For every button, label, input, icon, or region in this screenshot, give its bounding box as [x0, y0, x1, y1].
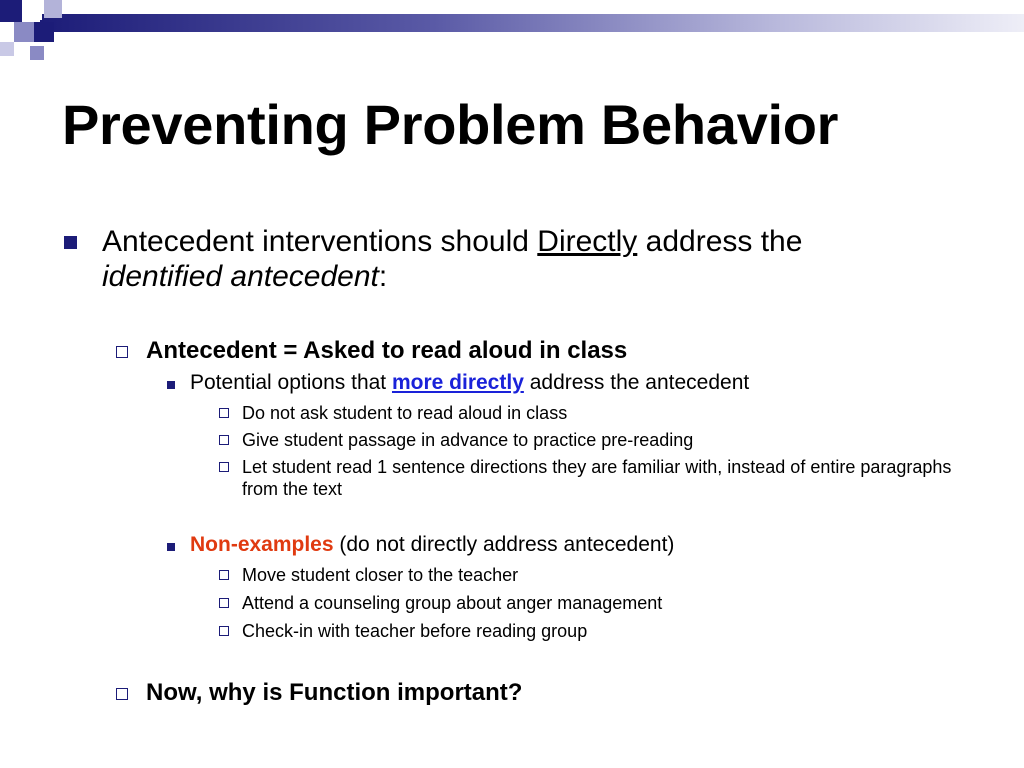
options-line: [190, 371, 749, 395]
main-bullet-underlined: Directly: [537, 225, 638, 258]
nonexamples-label: Non-examples: [190, 533, 334, 556]
main-bullet-italic: identified antecedent: [102, 260, 379, 293]
main-bullet-part1: Antecedent interventions should: [102, 225, 538, 258]
main-bullet-part2: address the: [637, 225, 803, 258]
main-bullet-text: [102, 224, 962, 294]
square-bullet-icon: [167, 381, 175, 389]
deco-square: [44, 0, 62, 18]
options-suffix: address the antecedent: [523, 371, 750, 394]
deco-square: [0, 0, 22, 22]
deco-square: [34, 22, 54, 42]
hollow-square-bullet-icon: [219, 598, 229, 608]
main-bullet-part3: :: [378, 260, 388, 293]
hollow-square-bullet-icon: [219, 408, 229, 418]
header-gradient-bar: [40, 14, 1024, 32]
hollow-square-bullet-icon: [116, 688, 128, 700]
list-item: Do not ask student to read aloud in class: [242, 403, 568, 423]
list-item: Check-in with teacher before reading group: [242, 621, 588, 641]
section2-heading: Now, why is Function important?: [146, 679, 523, 706]
list-item: Let student read 1 sentence directions they are familiar with, instead of entire paragraphs from the text: [242, 457, 952, 499]
deco-square: [0, 42, 14, 56]
square-bullet-icon: [64, 236, 77, 249]
deco-square: [30, 46, 44, 60]
square-bullet-icon: [167, 543, 175, 551]
nonexamples-suffix: (do not directly address antecedent): [333, 533, 675, 556]
hollow-square-bullet-icon: [219, 626, 229, 636]
hollow-square-bullet-icon: [219, 570, 229, 580]
deco-square: [22, 0, 42, 20]
slide-title: Preventing Problem Behavior: [62, 93, 839, 156]
list-item: Give student passage in advance to practice pre-reading: [242, 430, 694, 450]
hollow-square-bullet-icon: [219, 462, 229, 472]
options-prefix: Potential options that: [190, 371, 392, 394]
deco-square: [14, 22, 34, 42]
list-item: Attend a counseling group about anger management: [242, 593, 663, 613]
nonexamples-line: [190, 533, 674, 557]
list-item: Move student closer to the teacher: [242, 565, 519, 585]
more-directly-link[interactable]: more directly: [391, 371, 524, 394]
hollow-square-bullet-icon: [219, 435, 229, 445]
section1-heading: Antecedent = Asked to read aloud in class: [146, 337, 628, 364]
hollow-square-bullet-icon: [116, 346, 128, 358]
